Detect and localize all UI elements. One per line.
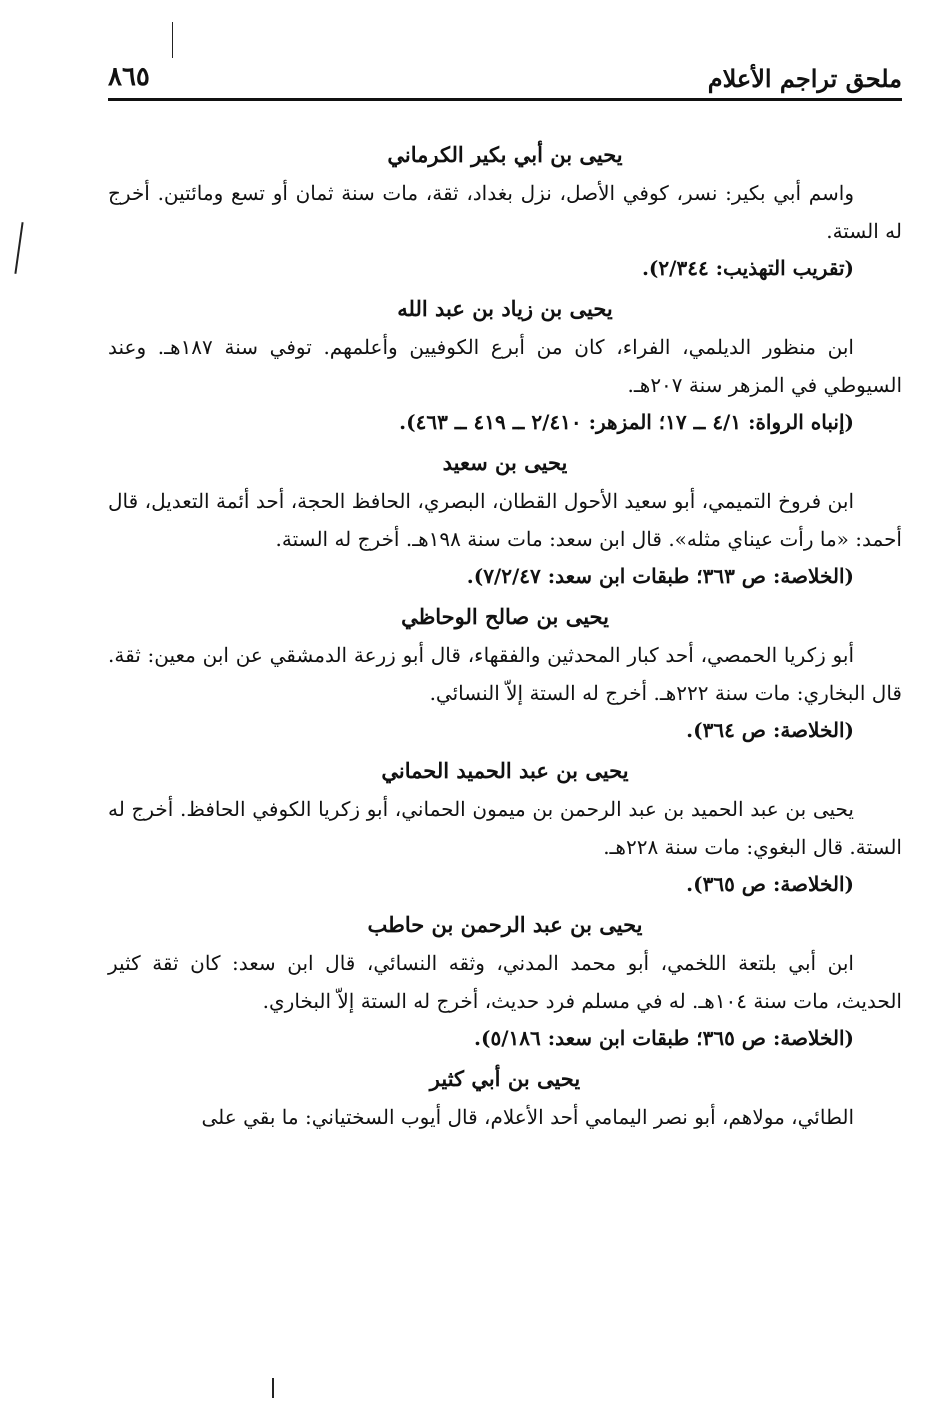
entry-title: يحيى بن سعيد xyxy=(442,450,568,475)
entry xyxy=(108,138,902,286)
entry xyxy=(108,1062,902,1136)
entry xyxy=(108,292,902,440)
entry-title: يحيى بن أبي بكير الكرماني xyxy=(387,142,623,167)
running-title: ملحق تراجم الأعلام xyxy=(707,64,902,93)
entry-body: الطائي، مولاهم، أبو نصر اليمامي أحد الأعلام، قال أيوب السختياني: ما بقي على xyxy=(201,1105,854,1129)
entry xyxy=(108,908,902,1056)
entry-body: ابن أبي بلتعة اللخمي، أبو محمد المدني، وثقه النسائي، قال ابن سعد: كان ثقة كثير الحديث، مات سنة ١٠٤هـ. له في مسلم فرد حديث، أخرج له الستة إلاّ البخاري. xyxy=(108,951,902,1013)
entry-body: يحيى بن عبد الحميد بن عبد الرحمن بن ميمون الحماني، أبو زكريا الكوفي الحافظ. أخرج له الستة. قال البغوي: مات سنة ٢٢٨هـ. xyxy=(108,797,902,859)
entry-reference: (الخلاصة: ص ٣٦٤). xyxy=(686,718,854,742)
entry-reference: (تقريب التهذيب: ٢/٣٤٤). xyxy=(641,256,854,280)
entry-reference: (الخلاصة: ص ٣٦٥؛ طبقات ابن سعد: ٥/١٨٦). xyxy=(474,1026,854,1050)
entry-body: واسم أبي بكير: نسر، كوفي الأصل، نزل بغداد، ثقة، مات سنة ثمان أو تسع ومائتين. أخرج له الستة. xyxy=(108,181,902,243)
entry-body: أبو زكريا الحمصي، أحد كبار المحدثين والفقهاء، قال أبو زرعة الدمشقي عن ابن معين: ثقة. قال البخاري: مات سنة ٢٢٢هـ. أخرج له الستة إلاّ النسائي. xyxy=(108,643,902,705)
entry-title: يحيى بن أبي كثير xyxy=(429,1066,581,1091)
page-header xyxy=(108,58,902,100)
entry-body: ابن فروخ التميمي، أبو سعيد الأحول القطان، البصري، الحافظ الحجة، أحد أئمة التعديل، قال أحمد: «ما رأت عيناي مثله». قال ابن سعد: مات سنة ١٩٨هـ. أخرج له الستة. xyxy=(108,489,902,551)
entry xyxy=(108,600,902,748)
scan-mark xyxy=(272,1378,274,1398)
page-number: ٨٦٥ xyxy=(108,62,150,92)
entry-title: يحيى بن زياد بن عبد الله xyxy=(397,296,613,321)
header-rule xyxy=(108,98,902,101)
entry-title: يحيى بن عبد الرحمن بن حاطب xyxy=(367,912,643,937)
entry xyxy=(108,446,902,594)
entry-reference: (إنباه الرواة: ٤/١ ــ ١٧؛ المزهر: ٢/٤١٠ ــ ٤١٩ ــ ٤٦٣). xyxy=(399,410,854,434)
entry xyxy=(108,754,902,902)
entry-reference: (الخلاصة: ص ٣٦٥). xyxy=(686,872,854,896)
entry-title: يحيى بن عبد الحميد الحماني xyxy=(381,758,629,783)
entry-body: ابن منظور الديلمي، الفراء، كان من أبرع الكوفيين وأعلمهم. توفي سنة ١٨٧هـ. وعند السيوطي في المزهر سنة ٢٠٧هـ. xyxy=(108,335,902,397)
entries-list xyxy=(108,138,902,1136)
entry-reference: (الخلاصة: ص ٣٦٣؛ طبقات ابن سعد: ٧/٢/٤٧). xyxy=(466,564,854,588)
scan-mark xyxy=(172,22,173,58)
entry-title: يحيى بن صالح الوحاظي xyxy=(401,604,609,629)
scan-mark xyxy=(14,222,23,274)
